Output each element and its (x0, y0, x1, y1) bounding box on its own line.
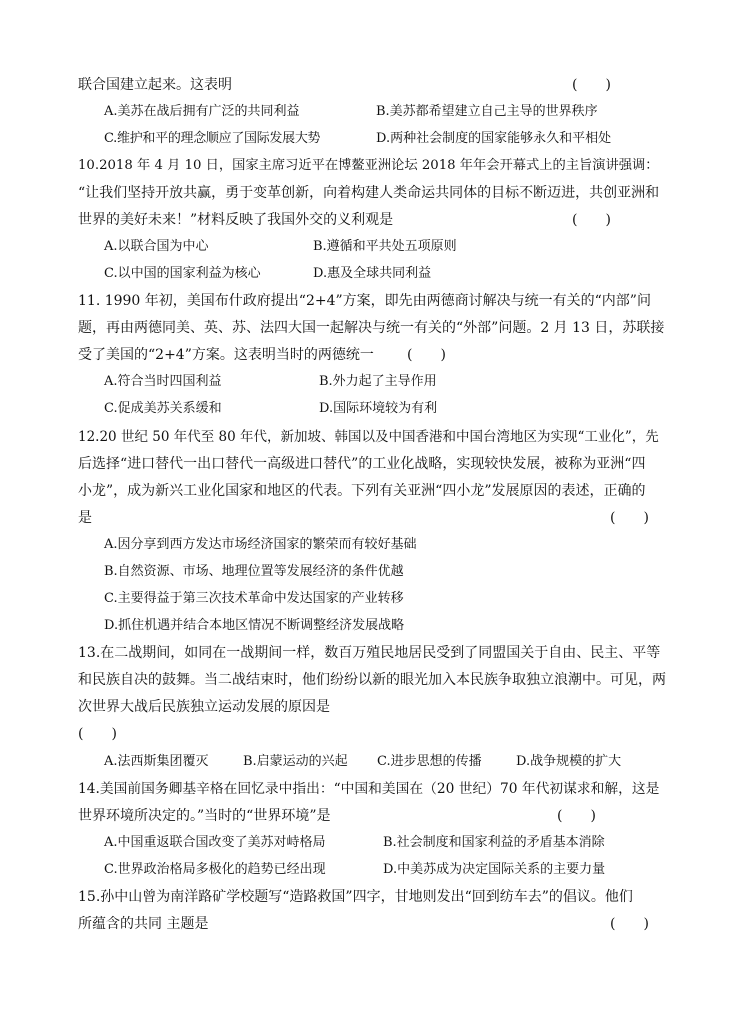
question-15-stem-line-1: 15.孙中山曾为南洋路矿学校题写“造路救国”四字，甘地则发出“回到纺车去”的倡议。他们 (78, 889, 633, 905)
option-c: C.世界政治格局多极化的趋势已经出现 (104, 862, 326, 877)
question-13-stem-line-1: 13.在二战期间，如同在一战期间一样，数百万殖民地居民受到了同盟国关于自由、民主、平等 (78, 645, 661, 661)
option-d: D.国际环境较为有利 (319, 401, 438, 416)
question-11-stem-line-2: 题，再由两德同美、英、苏、法四大国一起解决与统一有关的“外部”问题。2 月 13 日，苏联接 (78, 320, 665, 336)
question-15-stem-line-2: 所蕴含的共同 主题是 (78, 916, 209, 932)
question-14-stem-line-2: 世界环境所决定的。”当时的“世界环境”是 (78, 808, 331, 824)
option-a: A.中国重返联合国改变了美苏对峙格局 (104, 835, 326, 850)
question-14-stem-line-1: 14.美国前国务卿基辛格在回忆录中指出：“中国和美国在（20 世纪）70 年代初谋求和解，这是 (78, 781, 660, 797)
question-12-stem-line-1: 12.20 世纪 50 年代至 80 年代，新加坡、韩国以及中国香港和中国台湾地区为实现“工业化”，先 (78, 429, 659, 445)
question-11-stem-line-3: 受了美国的“2+4”方案。这表明当时的两德统一 (78, 347, 374, 363)
answer-blank: ( ) (610, 510, 649, 526)
option-b: B.外力起了主导作用 (319, 374, 437, 389)
question-10-stem-line-3: 世界的美好未来！”材料反映了我国外交的义利观是 (78, 212, 394, 228)
option-d: D.两种社会制度的国家能够永久和平相处 (376, 131, 612, 146)
answer-blank: ( ) (572, 212, 611, 228)
question-13-stem-line-2: 和民族自决的鼓舞。当二战结束时，他们纷纷以新的眼光加入本民族争取独立浪潮中。可见，两 (78, 672, 666, 688)
option-b: B.遵循和平共处五项原则 (313, 239, 457, 254)
option-c: C.维护和平的理念顺应了国际发展大势 (104, 131, 321, 146)
option-c: C.主要得益于第三次技术革命中发达国家的产业转移 (104, 591, 404, 606)
option-a: A.符合当时四国利益 (104, 374, 222, 389)
question-12-stem-line-3: 小龙”，成为新兴工业化国家和地区的代表。下列有关亚洲“四小龙”发展原因的表述，正确的 (78, 483, 646, 499)
question-11-stem-line-1: 11. 1990 年初，美国布什政府提出“2+4”方案，即先由两德商讨解决与统一有关的“内部”问 (78, 293, 651, 309)
option-a: A.美苏在战后拥有广泛的共同利益 (104, 104, 300, 119)
answer-blank: ( ) (610, 916, 649, 932)
option-d: D.惠及全球共同利益 (313, 266, 432, 281)
option-a: A.以联合国为中心 (104, 239, 209, 254)
answer-blank: ( ) (407, 347, 446, 363)
option-a: A.法西斯集团覆灭 (104, 754, 209, 769)
option-b: B.自然资源、市场、地理位置等发展经济的条件优越 (104, 564, 404, 579)
answer-blank: ( ) (78, 726, 117, 742)
option-d: D.中美苏成为决定国际关系的主要力量 (383, 862, 606, 877)
option-d: D.抓住机遇并结合本地区情况不断调整经济发展战略 (104, 618, 405, 633)
option-b: B.启蒙运动的兴起 (243, 754, 348, 769)
answer-blank: ( ) (572, 77, 611, 93)
option-c: C.进步思想的传播 (377, 754, 482, 769)
option-d: D.战争规模的扩大 (516, 754, 622, 769)
question-12-stem-line-4: 是 (78, 510, 92, 526)
question-9-tail: 联合国建立起来。这表明 (78, 77, 232, 93)
option-c: C.以中国的国家利益为核心 (104, 266, 261, 281)
option-c: C.促成美苏关系缓和 (104, 401, 222, 416)
question-12-stem-line-2: 后选择“进口替代一出口替代一高级进口替代”的工业化战略，实现较快发展，被称为亚洲“四 (78, 456, 646, 472)
option-a: A.因分享到西方发达市场经济国家的繁荣而有较好基础 (104, 537, 417, 552)
question-10-stem-line-2: “让我们坚持开放共赢，勇于变革创新，向着构建人类命运共同体的目标不断迈进，共创亚洲和 (78, 185, 660, 201)
option-b: B.美苏都希望建立自己主导的世界秩序 (376, 104, 598, 119)
option-b: B.社会制度和国家利益的矛盾基本消除 (383, 835, 605, 850)
question-10-stem-line-1: 10.2018 年 4 月 10 日，国家主席习近平在博鳌亚洲论坛 2018 年年会开幕式上的主旨演讲强调： (78, 158, 659, 173)
question-13-stem-line-3: 次世界大战后民族独立运动发展的原因是 (78, 699, 330, 715)
answer-blank: ( ) (557, 808, 596, 824)
